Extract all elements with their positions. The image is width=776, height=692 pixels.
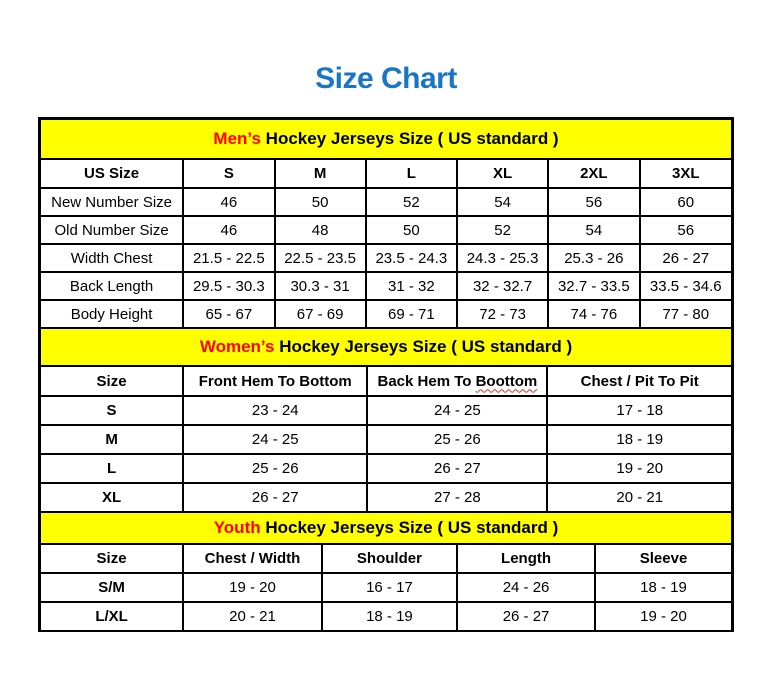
misspelled-word: Boottom — [475, 372, 538, 390]
youth-row-label: S/M — [41, 573, 183, 602]
womens-cell: 20 - 21 — [547, 483, 731, 512]
womens-cell: 17 - 18 — [547, 396, 731, 425]
mens-cell: 32.7 - 33.5 — [548, 272, 639, 300]
mens-cell: 31 - 32 — [366, 272, 457, 300]
youth-cell: 19 - 20 — [183, 573, 322, 602]
mens-row-Back Length — [41, 272, 731, 300]
youth-cell: 18 - 19 — [322, 602, 457, 630]
size-chart-tables — [38, 117, 734, 632]
mens-cell: 54 — [457, 188, 548, 216]
mens-cell: 77 - 80 — [640, 300, 731, 328]
mens-cell: 54 — [548, 216, 639, 244]
womens-cell: 25 - 26 — [367, 425, 547, 454]
mens-col-header: XL — [457, 159, 548, 188]
womens-row-label: XL — [41, 483, 183, 512]
mens-size-table — [41, 120, 731, 329]
mens-col-header: M — [275, 159, 366, 188]
womens-cell: 24 - 25 — [367, 396, 547, 425]
mens-cell: 52 — [457, 216, 548, 244]
mens-cell: 26 - 27 — [640, 244, 731, 272]
mens-section-header-highlight: Men’s — [213, 129, 261, 148]
womens-row-L — [41, 454, 731, 483]
page — [38, 0, 734, 632]
womens-cell: 26 - 27 — [367, 454, 547, 483]
womens-row-S — [41, 396, 731, 425]
youth-cell: 20 - 21 — [183, 602, 322, 630]
youth-col-header: Size — [41, 544, 183, 573]
youth-row-S/M — [41, 573, 731, 602]
mens-row-label: Old Number Size — [41, 216, 183, 244]
womens-col-header: Front Hem To Bottom — [183, 366, 367, 396]
mens-col-header: US Size — [41, 159, 183, 188]
mens-cell: 21.5 - 22.5 — [183, 244, 274, 272]
womens-cell: 24 - 25 — [183, 425, 367, 454]
mens-cell: 56 — [640, 216, 731, 244]
youth-cell: 16 - 17 — [322, 573, 457, 602]
mens-col-header: L — [366, 159, 457, 188]
youth-cell: 24 - 26 — [457, 573, 595, 602]
womens-row-label: S — [41, 396, 183, 425]
mens-col-header: S — [183, 159, 274, 188]
mens-cell: 65 - 67 — [183, 300, 274, 328]
womens-cell: 19 - 20 — [547, 454, 731, 483]
mens-cell: 48 — [275, 216, 366, 244]
womens-cell: 26 - 27 — [183, 483, 367, 512]
womens-row-M — [41, 425, 731, 454]
mens-cell: 23.5 - 24.3 — [366, 244, 457, 272]
mens-section-header-text: Hockey Jerseys Size ( US standard ) — [260, 129, 559, 148]
mens-row-label: Back Length — [41, 272, 183, 300]
mens-row-New Number Size — [41, 188, 731, 216]
mens-cell: 50 — [275, 188, 366, 216]
youth-row-L/XL — [41, 602, 731, 630]
youth-section-header-text: Hockey Jerseys Size ( US standard ) — [260, 518, 559, 537]
mens-section-header — [41, 120, 731, 159]
youth-section-header — [41, 513, 731, 544]
mens-cell: 56 — [548, 188, 639, 216]
mens-cell: 29.5 - 30.3 — [183, 272, 274, 300]
womens-size-table — [41, 329, 731, 513]
mens-cell: 30.3 - 31 — [275, 272, 366, 300]
mens-row-label: New Number Size — [41, 188, 183, 216]
mens-row-label: Body Height — [41, 300, 183, 328]
mens-cell: 32 - 32.7 — [457, 272, 548, 300]
mens-cell: 67 - 69 — [275, 300, 366, 328]
mens-cell: 50 — [366, 216, 457, 244]
mens-col-header: 3XL — [640, 159, 731, 188]
youth-row-label: L/XL — [41, 602, 183, 630]
womens-cell: 23 - 24 — [183, 396, 367, 425]
womens-col-header: Back Hem To Boottom — [367, 366, 547, 396]
mens-cell: 24.3 - 25.3 — [457, 244, 548, 272]
mens-cell: 33.5 - 34.6 — [640, 272, 731, 300]
youth-size-table — [41, 513, 731, 630]
womens-row-XL — [41, 483, 731, 512]
womens-cell: 25 - 26 — [183, 454, 367, 483]
youth-col-header: Chest / Width — [183, 544, 322, 573]
womens-col-header: Chest / Pit To Pit — [547, 366, 731, 396]
mens-cell: 74 - 76 — [548, 300, 639, 328]
youth-col-header: Shoulder — [322, 544, 457, 573]
womens-row-label: M — [41, 425, 183, 454]
womens-cell: 27 - 28 — [367, 483, 547, 512]
mens-cell: 60 — [640, 188, 731, 216]
mens-row-Body Height — [41, 300, 731, 328]
womens-section-header-highlight: Women’s — [199, 337, 275, 356]
mens-row-Width Chest — [41, 244, 731, 272]
youth-cell: 26 - 27 — [457, 602, 595, 630]
youth-section-header-highlight: Youth — [213, 518, 261, 537]
mens-cell: 46 — [183, 216, 274, 244]
mens-cell: 46 — [183, 188, 274, 216]
mens-cell: 22.5 - 23.5 — [275, 244, 366, 272]
mens-col-header: 2XL — [548, 159, 639, 188]
mens-cell: 25.3 - 26 — [548, 244, 639, 272]
mens-cell: 72 - 73 — [457, 300, 548, 328]
womens-col-header: Size — [41, 366, 183, 396]
mens-row-Old Number Size — [41, 216, 731, 244]
womens-section-header — [41, 329, 731, 366]
youth-col-header: Sleeve — [595, 544, 731, 573]
womens-cell: 18 - 19 — [547, 425, 731, 454]
womens-section-header-text: Hockey Jerseys Size ( US standard ) — [274, 337, 573, 356]
mens-cell: 52 — [366, 188, 457, 216]
mens-cell: 69 - 71 — [366, 300, 457, 328]
mens-row-label: Width Chest — [41, 244, 183, 272]
womens-row-label: L — [41, 454, 183, 483]
page-title: Size Chart — [315, 62, 457, 95]
youth-cell: 18 - 19 — [595, 573, 731, 602]
youth-col-header: Length — [457, 544, 595, 573]
youth-cell: 19 - 20 — [640, 608, 687, 625]
